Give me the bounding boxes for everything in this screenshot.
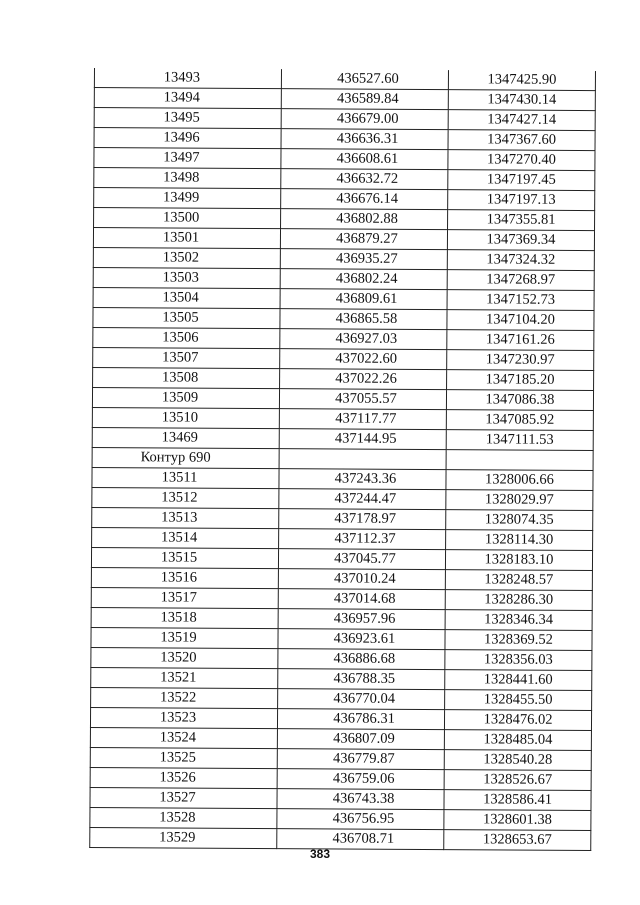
point-id-cell: 13494 xyxy=(94,88,281,109)
table-row xyxy=(91,667,592,690)
x-coordinate-cell: 436802.24 xyxy=(280,269,447,290)
y-coordinate-cell: 1347197.13 xyxy=(448,190,595,211)
y-coordinate-cell: 1328346.34 xyxy=(445,610,592,631)
point-id-cell: 13509 xyxy=(92,387,279,408)
y-coordinate-cell: 1328183.10 xyxy=(445,550,592,571)
x-coordinate-cell: 436957.96 xyxy=(278,609,445,630)
point-id-cell: 13517 xyxy=(91,587,278,608)
point-id-cell: 13499 xyxy=(94,188,281,209)
point-id-cell: 13519 xyxy=(91,627,278,648)
x-coordinate-cell: 436756.95 xyxy=(277,809,444,830)
y-coordinate-cell: 1347427.14 xyxy=(448,110,595,131)
point-id-cell: 13528 xyxy=(90,807,277,828)
table-row xyxy=(90,807,591,830)
point-id-cell: 13469 xyxy=(92,427,279,448)
x-coordinate-cell: 436759.06 xyxy=(277,769,444,790)
point-id-cell: 13493 xyxy=(94,68,281,89)
y-coordinate-cell: 1347085.92 xyxy=(446,410,593,431)
point-id-cell: 13496 xyxy=(94,128,281,149)
x-coordinate-cell: 436632.72 xyxy=(281,169,448,190)
table-row xyxy=(93,307,594,330)
table-row xyxy=(93,247,594,270)
table-row xyxy=(94,188,595,211)
table-row xyxy=(92,507,593,530)
x-coordinate-cell: 436770.04 xyxy=(278,689,445,710)
y-coordinate-cell: 1328006.66 xyxy=(446,470,593,491)
point-id-cell: 13505 xyxy=(93,307,280,328)
x-coordinate-cell: 436708.71 xyxy=(277,829,444,850)
x-coordinate-cell: 436788.35 xyxy=(278,669,445,690)
coordinates-table-body xyxy=(90,68,596,851)
y-coordinate-cell: 1328476.02 xyxy=(444,710,591,731)
y-coordinate-cell: 1347197.45 xyxy=(448,170,595,191)
point-id-cell: 13498 xyxy=(94,168,281,189)
point-id-cell: 13515 xyxy=(91,547,278,568)
point-id-cell: 13524 xyxy=(90,727,277,748)
table-row xyxy=(91,587,592,610)
point-id-cell: 13523 xyxy=(90,707,277,728)
table-row xyxy=(91,647,592,670)
page-number: 383 xyxy=(309,847,331,861)
table-row xyxy=(93,327,594,350)
y-coordinate-cell: 1328485.04 xyxy=(444,730,591,751)
point-id-cell: 13501 xyxy=(93,228,280,249)
x-coordinate-cell: 437022.60 xyxy=(280,349,447,370)
y-coordinate-cell: 1347161.26 xyxy=(447,330,594,351)
point-id-cell: 13506 xyxy=(93,327,280,348)
point-id-cell: 13529 xyxy=(90,827,277,848)
point-id-cell: 13512 xyxy=(92,487,279,508)
y-coordinate-cell: 1328540.28 xyxy=(444,750,591,771)
x-coordinate-cell: 437045.77 xyxy=(278,549,445,570)
table-row xyxy=(93,287,594,310)
y-coordinate-cell: 1328455.50 xyxy=(445,690,592,711)
y-coordinate-cell: 1347324.32 xyxy=(447,250,594,271)
table-row xyxy=(92,427,593,450)
point-id-cell: 13520 xyxy=(91,647,278,668)
point-id-cell: 13497 xyxy=(94,148,281,169)
x-coordinate-cell: 436589.84 xyxy=(281,89,448,110)
x-coordinate-cell: 436608.61 xyxy=(281,149,448,170)
x-coordinate-cell: 436886.68 xyxy=(278,649,445,670)
y-coordinate-cell: 1328286.30 xyxy=(445,590,592,611)
table-row xyxy=(90,707,591,730)
x-coordinate-cell: 436786.31 xyxy=(277,709,444,730)
table-row xyxy=(92,487,593,510)
point-id-cell: 13527 xyxy=(90,787,277,808)
x-coordinate-cell: 436676.14 xyxy=(281,189,448,210)
x-coordinate-cell: 436636.31 xyxy=(281,129,448,150)
x-coordinate-cell: 437022.26 xyxy=(280,369,447,390)
table-row xyxy=(92,407,593,430)
x-coordinate-cell: 436527.60 xyxy=(281,69,448,90)
table-row xyxy=(94,68,595,91)
empty-cell xyxy=(279,449,446,470)
y-coordinate-cell: 1347268.97 xyxy=(447,270,594,291)
point-id-cell: 13507 xyxy=(93,347,280,368)
table-row xyxy=(91,567,592,590)
x-coordinate-cell: 437144.95 xyxy=(279,429,446,450)
x-coordinate-cell: 436809.61 xyxy=(280,289,447,310)
x-coordinate-cell: 436802.88 xyxy=(281,209,448,230)
y-coordinate-cell: 1328601.38 xyxy=(444,810,591,831)
table-row xyxy=(90,767,591,790)
y-coordinate-cell: 1328526.67 xyxy=(444,770,591,791)
y-coordinate-cell: 1347230.97 xyxy=(447,350,594,371)
y-coordinate-cell: 1347111.53 xyxy=(446,430,593,451)
y-coordinate-cell: 1328441.60 xyxy=(445,670,592,691)
point-id-cell: 13522 xyxy=(91,687,278,708)
y-coordinate-cell: 1328356.03 xyxy=(445,650,592,671)
table-row xyxy=(91,607,592,630)
x-coordinate-cell: 436679.00 xyxy=(281,109,448,130)
table-row xyxy=(93,267,594,290)
y-coordinate-cell: 1328074.35 xyxy=(446,510,593,531)
table-row xyxy=(91,547,592,570)
table-row xyxy=(93,228,594,251)
table-row xyxy=(92,387,593,410)
y-coordinate-cell: 1328653.67 xyxy=(444,830,591,851)
y-coordinate-cell: 1347104.20 xyxy=(447,310,594,331)
x-coordinate-cell: 436927.03 xyxy=(280,329,447,350)
x-coordinate-cell: 436879.27 xyxy=(280,229,447,250)
point-id-cell: 13516 xyxy=(91,567,278,588)
y-coordinate-cell: 1347152.73 xyxy=(447,290,594,311)
coordinates-table xyxy=(89,68,596,851)
table-row xyxy=(93,347,594,370)
x-coordinate-cell: 437243.36 xyxy=(279,469,446,490)
table-row xyxy=(90,787,591,810)
table-row xyxy=(93,367,594,390)
section-header-row xyxy=(92,447,593,470)
point-id-cell: 13508 xyxy=(93,367,280,388)
point-id-cell: 13504 xyxy=(93,287,280,308)
y-coordinate-cell: 1347086.38 xyxy=(446,390,593,411)
section-label: Контур 690 xyxy=(92,447,279,468)
table-row xyxy=(90,747,591,770)
point-id-cell: 13526 xyxy=(90,767,277,788)
point-id-cell: 13525 xyxy=(90,747,277,768)
x-coordinate-cell: 437117.77 xyxy=(279,409,446,430)
x-coordinate-cell: 436935.27 xyxy=(280,249,447,270)
point-id-cell: 13500 xyxy=(94,208,281,229)
table-row xyxy=(90,727,591,750)
x-coordinate-cell: 437010.24 xyxy=(278,569,445,590)
point-id-cell: 13503 xyxy=(93,267,280,288)
x-coordinate-cell: 437244.47 xyxy=(279,489,446,510)
y-coordinate-cell: 1328114.30 xyxy=(446,530,593,551)
table-row xyxy=(94,108,595,131)
point-id-cell: 13514 xyxy=(92,527,279,548)
y-coordinate-cell: 1328369.52 xyxy=(445,630,592,651)
table-row xyxy=(94,88,595,111)
table-row xyxy=(94,168,595,191)
point-id-cell: 13495 xyxy=(94,108,281,129)
y-coordinate-cell: 1347369.34 xyxy=(447,230,594,251)
y-coordinate-cell: 1328029.97 xyxy=(446,490,593,511)
table-row xyxy=(92,467,593,490)
table-row xyxy=(94,128,595,151)
table-row xyxy=(91,627,592,650)
x-coordinate-cell: 437055.57 xyxy=(279,389,446,410)
point-id-cell: 13510 xyxy=(92,407,279,428)
x-coordinate-cell: 437112.37 xyxy=(279,529,446,550)
x-coordinate-cell: 436807.09 xyxy=(277,729,444,750)
x-coordinate-cell: 436865.58 xyxy=(280,309,447,330)
y-coordinate-cell: 1347185.20 xyxy=(447,370,594,391)
x-coordinate-cell: 436743.38 xyxy=(277,789,444,810)
y-coordinate-cell: 1328586.41 xyxy=(444,790,591,811)
x-coordinate-cell: 436779.87 xyxy=(277,749,444,770)
point-id-cell: 13511 xyxy=(92,467,279,488)
point-id-cell: 13518 xyxy=(91,607,278,628)
y-coordinate-cell: 1328248.57 xyxy=(445,570,592,591)
table-row xyxy=(92,527,593,550)
y-coordinate-cell: 1347430.14 xyxy=(448,90,595,111)
y-coordinate-cell: 1347425.90 xyxy=(448,70,595,90)
table-row xyxy=(91,687,592,710)
table-row xyxy=(94,208,595,231)
point-id-cell: 13513 xyxy=(92,507,279,528)
y-coordinate-cell: 1347270.40 xyxy=(448,150,595,171)
x-coordinate-cell: 436923.61 xyxy=(278,629,445,650)
point-id-cell: 13502 xyxy=(93,247,280,268)
empty-cell xyxy=(446,450,593,471)
x-coordinate-cell: 437178.97 xyxy=(279,509,446,530)
x-coordinate-cell: 437014.68 xyxy=(278,589,445,610)
y-coordinate-cell: 1347355.81 xyxy=(448,210,595,231)
y-coordinate-cell: 1347367.60 xyxy=(448,130,595,151)
point-id-cell: 13521 xyxy=(91,667,278,688)
table-row xyxy=(94,148,595,171)
